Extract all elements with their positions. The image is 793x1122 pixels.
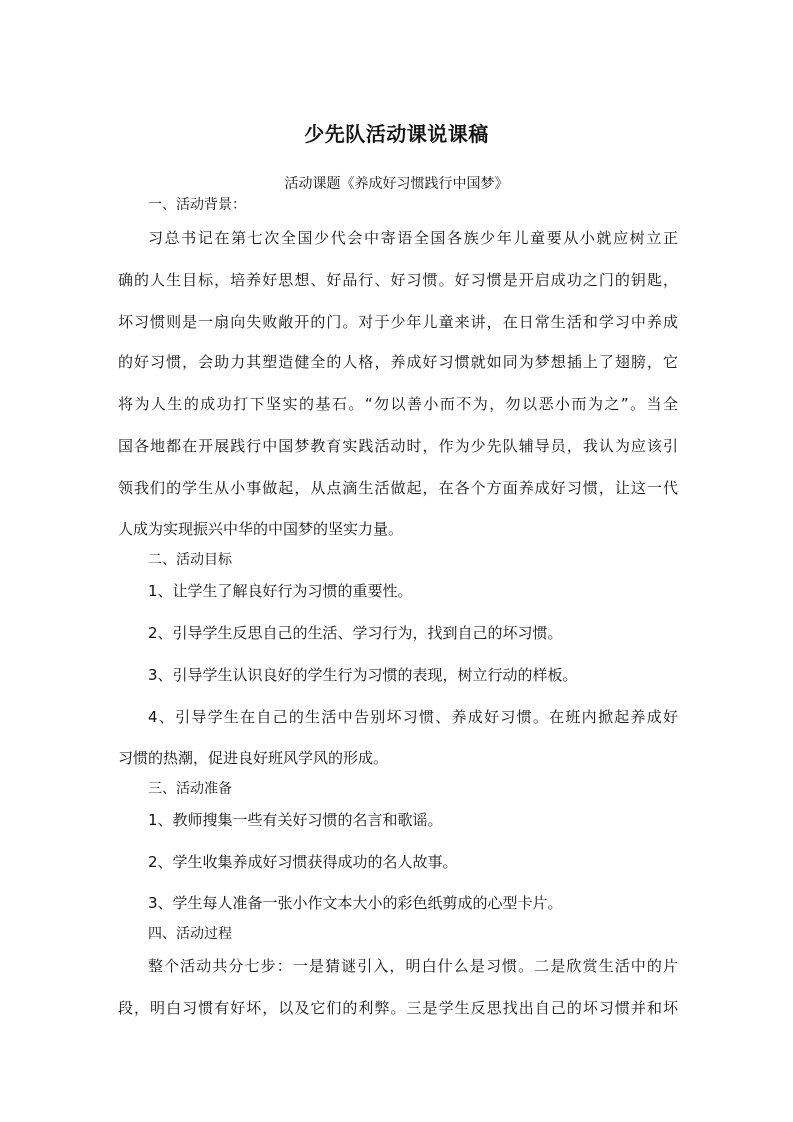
prep-item-3: 3、学生每人准备一张小作文本大小的彩色纸剪成的心型卡片。 xyxy=(148,894,563,912)
activity-topic: 活动课题《养成好习惯践行中国梦》 xyxy=(284,176,509,192)
section-heading-background: 一、活动背景： xyxy=(148,197,246,213)
section-heading-preparation: 三、活动准备 xyxy=(148,781,232,797)
background-line-5: 将为人生的成功打下坚实的基石。“勿以善小而不为，勿以恶小而为之”。当全 xyxy=(118,395,678,413)
background-line-4: 的好习惯，会助力其塑造健全的人格，养成好习惯就如同为梦想插上了翅膀，它 xyxy=(118,353,678,371)
section-heading-goals: 二、活动目标 xyxy=(148,552,232,568)
background-line-1: 习总书记在第七次全国少代会中寄语全国各族少年儿童要从小就应树立正 xyxy=(148,229,678,247)
background-line-2: 确的人生目标，培养好思想、好品行、好习惯。好习惯是开启成功之门的钥匙， xyxy=(118,271,678,289)
goal-item-2: 2、引导学生反思自己的生活、学习行为，找到自己的坏习惯。 xyxy=(148,624,563,642)
process-line-2: 段，明白习惯有好坏，以及它们的利弊。三是学生反思找出自己的坏习惯并和坏 xyxy=(118,999,678,1017)
background-line-7: 领我们的学生从小事做起，从点滴生活做起，在各个方面养成好习惯，让这一代 xyxy=(118,479,678,497)
background-line-8: 人成为实现振兴中华的中国梦的坚实力量。 xyxy=(118,520,404,538)
process-line-1: 整个活动共分七步：一是猜谜引入，明白什么是习惯。二是欣赏生活中的片 xyxy=(148,957,678,975)
goal-item-4: 4、引导学生在自己的生活中告别坏习惯、养成好习惯。在班内掀起养成好 xyxy=(148,708,678,726)
prep-item-2: 2、学生收集养成好习惯获得成功的名人故事。 xyxy=(148,853,458,871)
page-title: 少先队活动课说课稿 xyxy=(304,122,489,146)
section-heading-process: 四、活动过程 xyxy=(148,926,232,942)
background-line-3: 坏习惯则是一扇向失败敞开的门。对于少年儿童来讲，在日常生活和学习中养成 xyxy=(118,313,678,331)
prep-item-1: 1、教师搜集一些有关好习惯的名言和歌谣。 xyxy=(148,811,443,829)
goal-item-1: 1、让学生了解良好行为习惯的重要性。 xyxy=(148,582,413,600)
goal-item-4-continued: 习惯的热潮，促进良好班风学风的形成。 xyxy=(118,749,389,767)
goal-item-3: 3、引导学生认识良好的学生行为习惯的表现，树立行动的样板。 xyxy=(148,666,578,684)
background-line-6: 国各地都在开展践行中国梦教育实践活动时，作为少先队辅导员，我认为应该引 xyxy=(118,437,678,455)
